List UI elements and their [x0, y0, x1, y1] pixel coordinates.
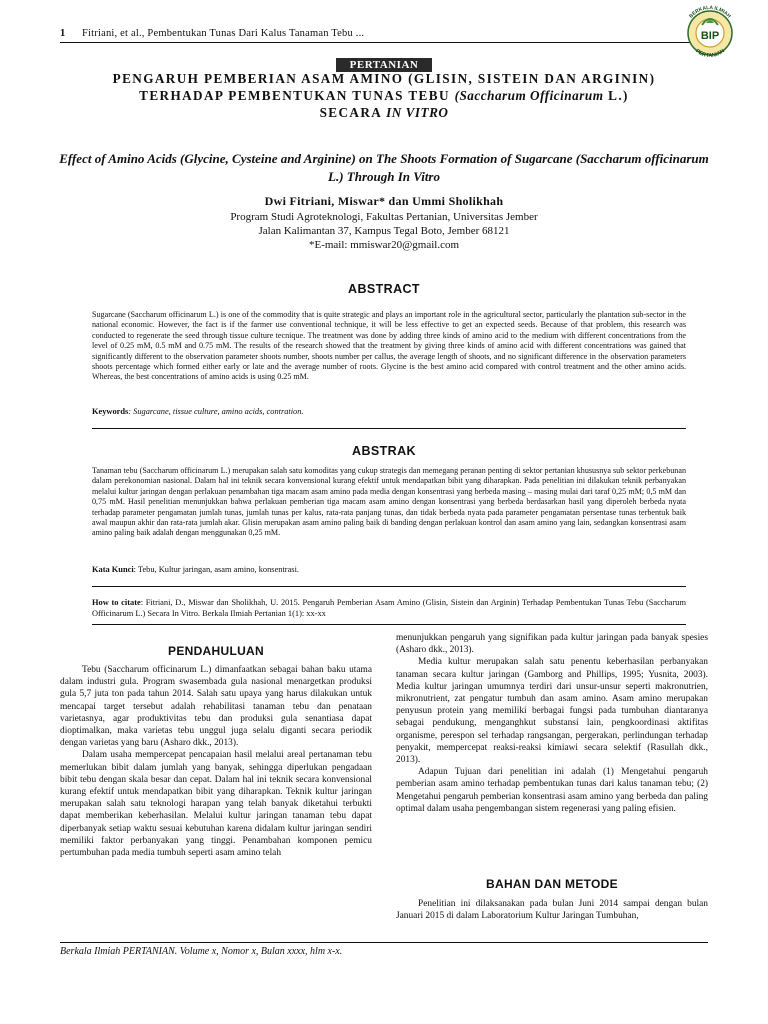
right-column-body [396, 632, 708, 815]
article-title [40, 70, 728, 121]
title-line-2 [40, 87, 728, 104]
page-number: 1 [60, 28, 66, 39]
kata-kunci-list: : Tebu, Kultur jaringan, asam amino, konsentrasi. [133, 565, 299, 574]
abstract-rule [92, 428, 686, 429]
logo-center-text: BIP [700, 30, 720, 42]
abstrak-heading: ABSTRAK [352, 444, 416, 458]
abstrak-rule [92, 586, 686, 587]
title-line-3-plain: SECARA [319, 105, 387, 120]
journal-logo [676, 3, 744, 57]
paragraph: Dalam usaha mempercepat pencapaian hasil melalui areal pertanaman tebu memerlukan bibit dalam jumlah yang banyak, sehingga diperlukan pengadaan bibit tebu dengan skala besar dan cepat. Dalam hal ini teknik secara konvensional kurang efektif untuk mendapatkan bibit yang diharapkan. Teknik kultur jaringan merupakan salah satu teknologi harapan yang telah banyak diketahui terbukti dapat memberikan keberhasilan. Melalui kultur jaringan tanaman tebu dapat diperbanyak setiap waktu sesuai kebutuhan karena didalam kultur jaringan sendiri memiliki faktor perbanyakan yang tinggi. Penambahan komponen pemicu pertumbuhan pada media tumbuh seperti asam amino telah [60, 750, 372, 859]
journal-footer: Berkala Ilmiah PERTANIAN. Volume x, Nomor x, Bulan xxxx, hlm x-x. [60, 946, 343, 957]
pendahuluan-heading: PENDAHULUAN [168, 644, 264, 658]
title-line-2-end: L.) [603, 88, 629, 103]
affiliation-email: *E-mail: mmiswar20@gmail.com [308, 239, 460, 251]
title-line-1: PENGARUH PEMBERIAN ASAM AMINO (GLISIN, SISTEIN DAN ARGININ) [112, 71, 656, 86]
left-column-body [60, 664, 372, 859]
running-head: Fitriani, et al., Pembentukan Tunas Dari Kalus Tanaman Tebu ... [82, 28, 365, 39]
kata-kunci-label: Kata Kunci [92, 565, 134, 574]
logo-bottom-text: PERTANIAN [694, 48, 726, 57]
title-line-2-italic: (Saccharum Officinarum [454, 88, 604, 103]
abstract-heading: ABSTRACT [348, 282, 420, 296]
abstrak-keywords [92, 565, 686, 574]
abstract-keywords [92, 407, 686, 416]
running-header [60, 22, 700, 42]
logo-top-text: BERKALA ILMIAH [688, 4, 732, 20]
section-tag: PERTANIAN [336, 58, 432, 72]
abstract-text: Sugarcane (Saccharum officinarum L.) is one of the commodity that is quite strategic and plays an important role in the agricultural sector, particularly the plantation sub-sector in the national economic. However, the fact is if the farmer use conventional technique, it will be less effective to get an expected seeds. Because of that problem, this research was conducted to regenerate the seed through tissue culture tecnique. The treatment was done by adding three kinds of amino acid to the medium with different concentrations from the level of 0.25 mM, 0.5 mM and 0.75 mM. The results of the research showed that the treatment by giving three kinds of amino acid with different concentrations was gained that significantly different to the observation parameter shoots number, shoots number per callus, the average length of shoots, and no significant difference in the observation parameters shoots percentage which formed either early or late and the average number of roots. Glycine is the best amino acid compared with control treatment and the other amino acids. Whereas, the best concentrations of amino acids is using 0.25 mM. [92, 310, 686, 382]
affiliation [60, 210, 708, 252]
bahan-metode-heading: BAHAN DAN METODE [486, 877, 618, 891]
citation [92, 597, 686, 619]
citation-rule [92, 624, 686, 625]
paragraph: Penelitian ini dilaksanakan pada bulan Juni 2014 sampai dengan bulan Januari 2015 di dalam Laboratorium Kultur Jaringan Tumbuhan, [396, 899, 708, 922]
title-line-3 [40, 104, 728, 121]
paragraph: Adapun Tujuan dari penelitian ini adalah (1) Mengetahui pengaruh pemberian asam amino terhadap pembentukan tunas dari kalus tanaman tebu; (2) Mengetahui pengaruh pemberian konsentrasi asam amino yang berbeda dan paling optimal dalam usaha pengembangan sistem regenerasi yang paling efisien. [396, 767, 708, 814]
paragraph: Tebu (Saccharum officinarum L.) dimanfaatkan sebagai bahan baku utama dalam industri gula. Program swasembada gula nasional menargetkan produksi gula 5,7 juta ton pada tahun 2014. Salah satu upaya yang harus dilakukan untuk mencapai target tersebut adalah rehabilitasi tanaman tebu dan penataan varietasnya, agar produktivitas tebu dan produksi gula senantiasa dapat dioptimalkan, maka varietas tebu unggul juga selalu diganti secara periodik dengan varietas yang baru (Asharo dkk., 2013). [60, 665, 372, 749]
header-rule [60, 42, 696, 43]
title-line-2-plain: TERHADAP PEMBENTUKAN TUNAS TEBU [139, 88, 455, 103]
citation-text: : Fitriani, D., Miswar dan Sholikhah, U. 2015. Pengaruh Pemberian Asam Amino (Glisin, Sistein dan Arginin) Terhadap Pembentukan Tunas Tebu (Saccharum Officinarum L.) Secara In Vitro. Berkala Ilmiah Pertanian 1(1): xx-xx [92, 598, 686, 618]
footer-rule [60, 942, 708, 943]
authors: Dwi Fitriani, Miswar* dan Ummi Sholikhah [264, 194, 504, 208]
title-line-3-italic: IN VITRO [386, 105, 449, 120]
citation-label: How to citate [92, 598, 141, 607]
keywords-label: Keywords [92, 407, 129, 416]
affiliation-line-2: Jalan Kalimantan 37, Kampus Tegal Boto, Jember 68121 [258, 225, 510, 237]
methods-body [396, 898, 708, 922]
abstrak-text: Tanaman tebu (Saccharum officinarum L.) merupakan salah satu komoditas yang cukup strategis dan memegang peranan penting di sektor pertanian khususnya sub sektor perkebunan dalam perekonomian nasional. Dalam hal ini teknik secara konvensional kurang efektif untuk mendapatkan bibit yang diharapkan. Pada penelitian ini dilakukan teknik perbanyakan melalui kultur jaringan dengan perlakuan penambahan tiga macam asam amino pada media dengan konsentrasi yang berbeda masing – masing mulai dari taraf 0,25 mM; 0,5 mM dan 0,75 mM. Hasil penelitian menunjukkan bahwa perlakuan pemberian tiga macam asam amino dengan konsentrasi yang berbeda berdasarkan hasil yang diperoleh berbeda nyata terhadap parameter pengamatan jumlah tunas, jumlah tunas per kalus, rata-rata panjang tunas, dan tidak berbeda nyata pada parameter pengamatan persentase tunas terbentuk baik awal maupun akhir dan rata-rata jumlah akar. Glisin merupakan asam amino paling baik di banding dengan perlakuan kontrol dan asam amino yang lain, sedangkan konsentrasi asam amino paling baik adalah dengan menggunakan 0,25 mM. [92, 466, 686, 538]
paragraph: Media kultur merupakan salah satu penentu keberhasilan perbanyakan tanaman secara kultur jaringan (Gamborg and Phillips, 1995; Yusnita, 2003). Media kultur jaringan umumnya terdiri dari unsur-unsur seperti makronutrien, mikronutrient, zat pengatur tumbuh dan asam amino. Asam amino merupakan penyusun protein yang memiliki berbagai fungsi pada tumbuhan diantaranya sebagai pendukung, menganghkut substansi lain, pengkoordinasi aktifitas organisme, perespon sel terhadap rangsangan, pergerakan, perlindungan terhadap penyakit, mempercepat reaksi-reaksi kimiawi secara selektif (Rasullah dkk., 2013). [396, 657, 708, 766]
paragraph: menunjukkan pengaruh yang signifikan pada kultur jaringan pada banyak spesies (Asharo dkk., 2013). [396, 633, 708, 656]
english-title: Effect of Amino Acids (Glycine, Cysteine and Arginine) on The Shoots Formation of Sugarcane (Saccharum officinarum L.) Through In Vitro [59, 151, 709, 184]
keywords-list: : Sugarcane, tissue culture, amino acids, contration. [128, 407, 304, 416]
affiliation-line-1: Program Studi Agroteknologi, Fakultas Pertanian, Universitas Jember [230, 211, 538, 223]
